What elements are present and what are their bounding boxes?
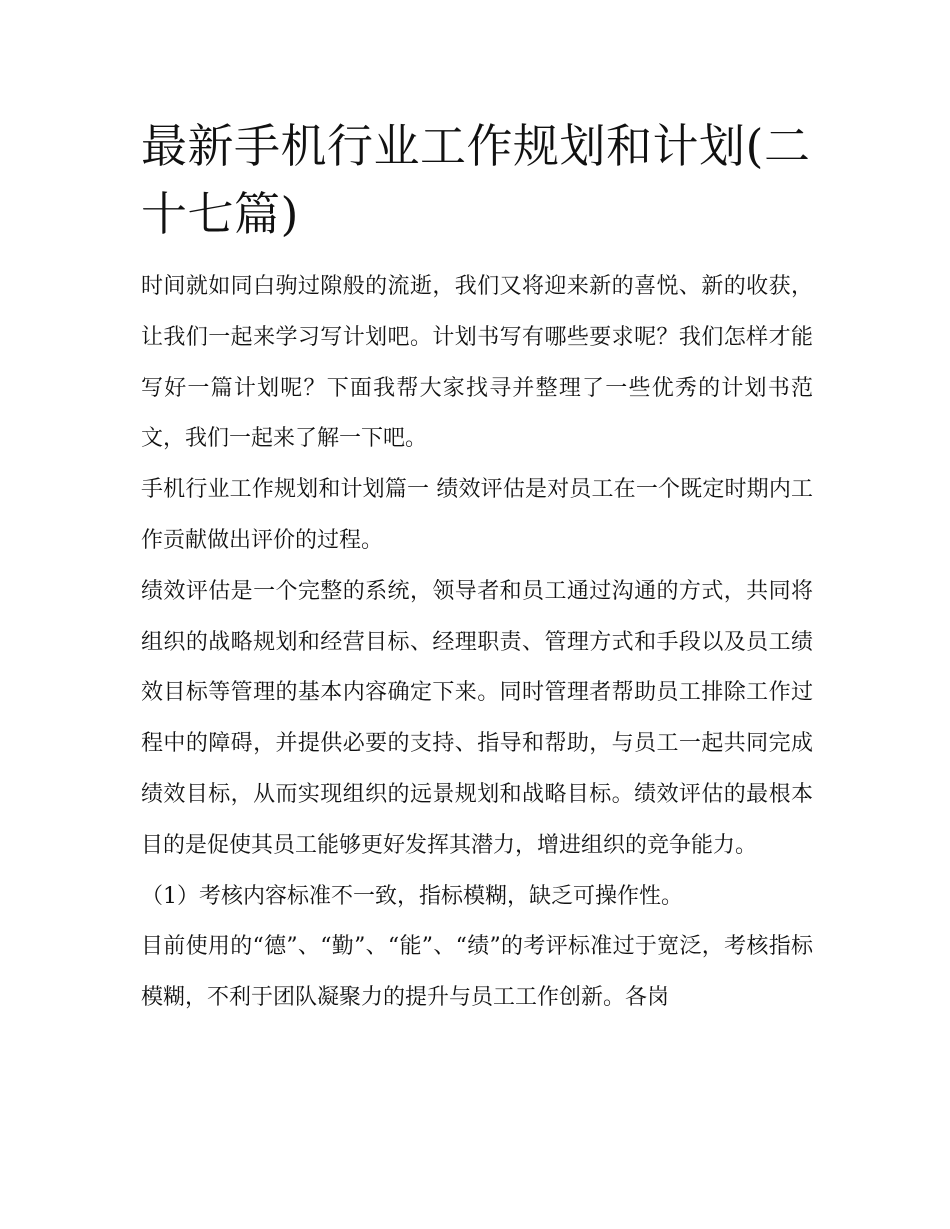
- body-paragraph: 手机行业工作规划和计划篇一 绩效评估是对员工在一个既定时期内工作贡献做出评价的过程。: [141, 477, 813, 553]
- body-paragraph: 绩效评估是一个完整的系统，领导者和员工通过沟通的方式，共同将组织的战略规划和经营目标、经理职责、管理方式和手段以及员工绩效目标等管理的基本内容确定下来。同时管理者帮助员工排除工作过程中的障碍，并提供必要的支持、指导和帮助，与员工一起共同完成绩效目标，从而实现组织的远景规划和战略目标。绩效评估的最根本目的是促使其员工能够更好发挥其潜力，增进组织的竞争能力。: [141, 578, 813, 858]
- body-paragraph: （1）考核内容标准不一致，指标模糊，缺乏可操作性。: [141, 883, 683, 909]
- body-paragraph: 目前使用的“德”、“勤”、“能”、“绩”的考评标准过于宽泛，考核指标模糊，不利于团队凝聚力的提升与员工工作创新。各岗: [141, 934, 813, 1011]
- document-page: [141, 112, 813, 1024]
- document-title: 最新手机行业工作规划和计划(二十七篇): [141, 119, 811, 241]
- body-paragraph: 时间就如同白驹过隙般的流逝，我们又将迎来新的喜悦、新的收获，让我们一起来学习写计划吧。计划书写有哪些要求呢？我们怎样才能写好一篇计划呢？下面我帮大家找寻并整理了一些优秀的计划书范文，我们一起来了解一下吧。: [141, 274, 813, 452]
